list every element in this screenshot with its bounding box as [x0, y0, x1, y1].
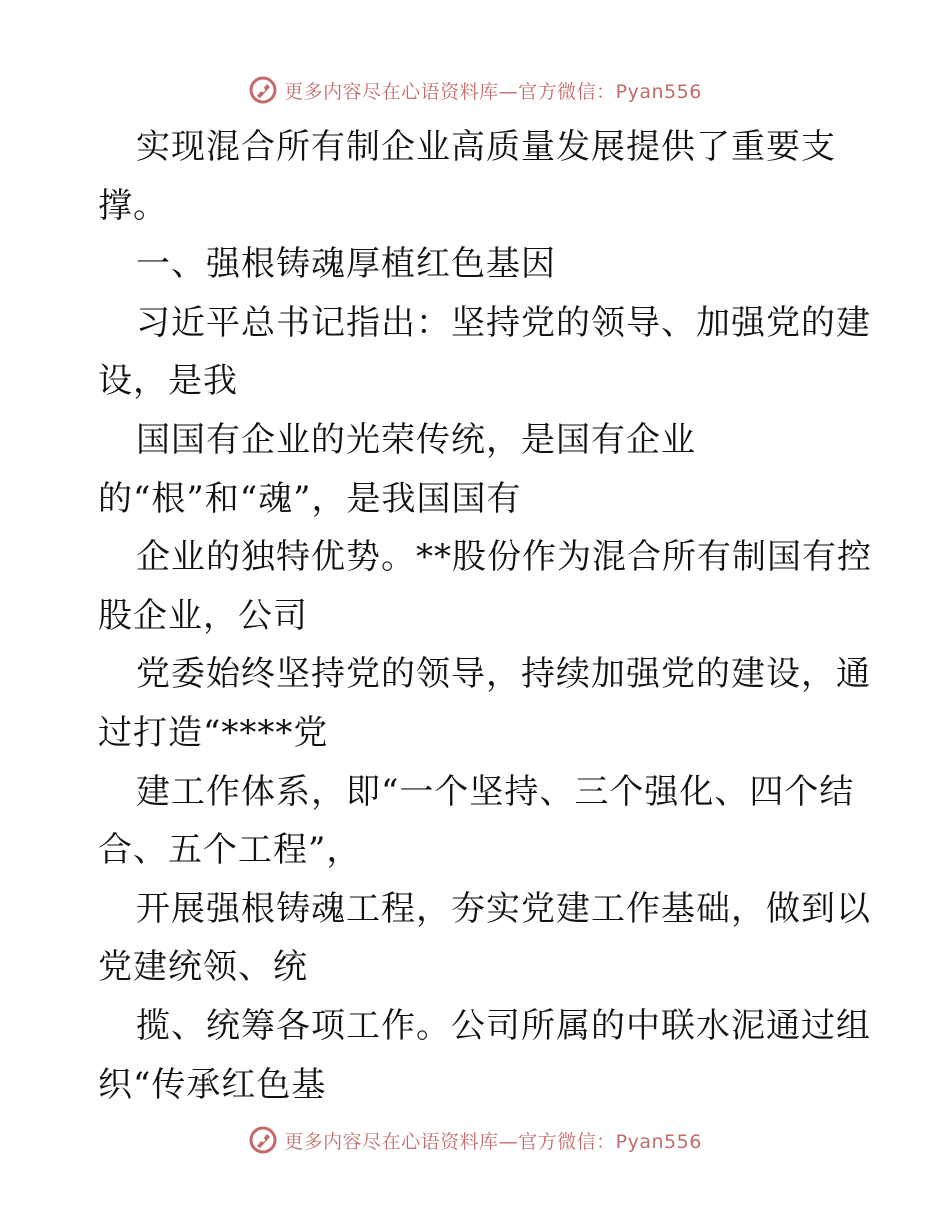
footer-watermark-banner: [0, 1120, 950, 1160]
body-line-5: 设，是我: [98, 361, 238, 402]
body-line-16: 揽、统筹各项工作。公司所属的中联水泥通过组: [136, 1005, 871, 1046]
document-body: [98, 118, 872, 1114]
body-line-7: 的“根”和“魂”，是我国国有: [98, 478, 522, 519]
body-line-8: 企业的独特优势。**股份作为混合所有制国有控: [136, 537, 872, 578]
body-line-13: 合、五个工程”，: [98, 830, 362, 871]
header-watermark-text: 更多内容尽在心语资料库—官方微信：Pyan556: [284, 80, 702, 103]
section-heading: 一、强根铸魂厚植红色基因: [136, 244, 556, 285]
body-line-15: 党建统领、统: [98, 947, 308, 988]
body-line-12: 建工作体系，即“一个坚持、三个强化、四个结: [136, 771, 855, 812]
body-line-1: 实现混合所有制企业高质量发展提供了重要支: [136, 127, 836, 167]
header-watermark-banner: [0, 70, 950, 110]
body-line-14: 开展强根铸魂工程，夯实党建工作基础，做到以: [136, 888, 871, 929]
body-line-11: 过打造“****党: [98, 712, 329, 753]
body-line-9: 股企业，公司: [98, 595, 308, 636]
body-line-17: 织“传承红色基: [98, 1064, 327, 1105]
pen-nib-logo-icon: [248, 1125, 278, 1155]
body-line-10: 党委始终坚持党的领导，持续加强党的建设，通: [136, 654, 871, 695]
pen-nib-logo-icon: [248, 75, 278, 105]
body-line-4: 习近平总书记指出：坚持党的领导、加强党的建: [136, 302, 871, 343]
body-line-6: 国国有企业的光荣传统，是国有企业: [136, 419, 696, 460]
footer-watermark-text: 更多内容尽在心语资料库—官方微信：Pyan556: [284, 1130, 702, 1153]
body-line-2: 撑。: [98, 185, 168, 226]
